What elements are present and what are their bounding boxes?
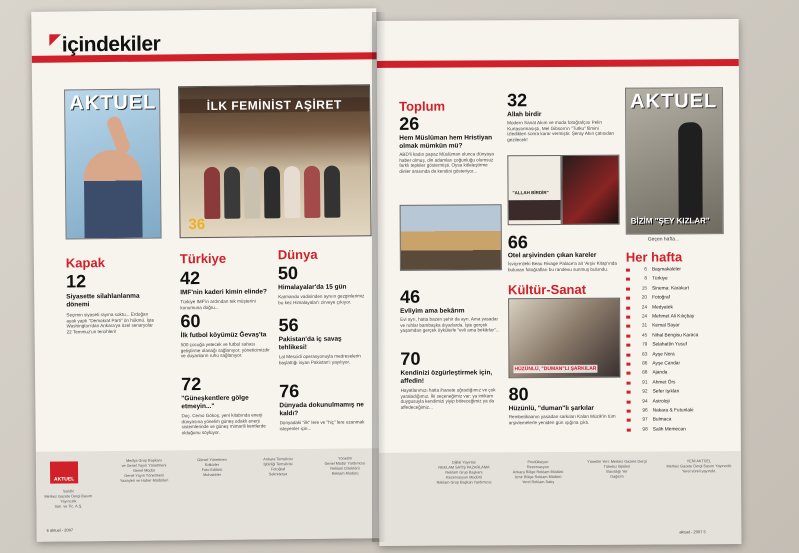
- weekly-list-item: [626, 277, 668, 282]
- footer-line: Yazıişleri ve Haber Müdürleri: [119, 478, 169, 483]
- artwork-thumbnail: [561, 155, 619, 225]
- list-label: Ahmet Örs: [652, 380, 676, 386]
- footer-line: Muhabirler: [203, 472, 222, 478]
- section-toplum: Toplum: [399, 98, 446, 114]
- imprint-footer: [379, 451, 741, 546]
- list-page-number: 24: [641, 305, 648, 311]
- list-bullet-icon: [627, 428, 631, 431]
- footer-line: Ankara Temsilcisi: [263, 457, 293, 462]
- article-page-number: 76: [279, 381, 300, 402]
- list-page-number: 94: [642, 399, 648, 405]
- weekly-list-item: [626, 361, 680, 366]
- article-description: ABD'li kadın papaz Müslüman olunca dünyaya haber olmuş, din adamları çoğunluğu olumsuz farklı tepkiler göstermişti. Oysa kitleleştirme dinler arasında da kendini gösteriyor...: [399, 151, 494, 174]
- list-bullet-icon: [626, 372, 630, 375]
- footer-line: Yerel süreli yayındır.: [681, 469, 717, 474]
- list-bullet-icon: [626, 344, 630, 347]
- cover-thumbnail: [64, 88, 162, 239]
- article-title: İlk futbol köyümüz Ğevaş'ta: [180, 331, 267, 340]
- footer-line: Reklam Grup Başkan Yardımcısı: [436, 480, 492, 485]
- footer-line: Basıldığı Yer: [606, 469, 628, 474]
- weekly-list: [377, 19, 739, 21]
- list-label: Türkiye: [651, 276, 668, 282]
- article-description: Lal Mescidi operasyonuyla medreselerin başlattığı isyan Pakistan'ı yayılıyor.: [278, 353, 361, 365]
- footer-line: Prodüksiyon: [527, 460, 549, 465]
- footer-line: Fotoğraf: [270, 467, 286, 472]
- article-page-number: 26: [399, 113, 420, 134]
- thumbnail-caption: "ALLAH BİRDİR": [512, 190, 549, 196]
- footer-line: Dijital Yayınlar: [451, 460, 476, 465]
- footer-line: Medya Grup Başkanı: [126, 458, 162, 463]
- photo-banner: İLK FEMİNİST AŞİRET: [179, 97, 369, 113]
- list-label: Sefer Işıkları: [652, 389, 680, 395]
- section-turkiye: Türkiye: [179, 250, 227, 267]
- list-page-number: 98: [642, 427, 648, 433]
- footer-column: [248, 457, 308, 478]
- section-her-hafta: Her hafta: [625, 249, 683, 265]
- photo-figure: [224, 167, 241, 219]
- footer-line: Rezervasyon Müdürü: [445, 475, 483, 480]
- title-mark-icon: ◤: [49, 30, 60, 47]
- footer-line: Merkez Gazete Dergi Basım Yayıncılık: [666, 464, 732, 469]
- footer-column: [663, 459, 735, 474]
- list-page-number: 31: [641, 323, 648, 329]
- article-page-number: 56: [278, 315, 299, 336]
- photo-figure: [244, 166, 261, 218]
- article-title: Hüzünlü, "duman"lı şarkılar: [508, 404, 594, 413]
- thumbnail-caption: HÜZÜNLÜ, "DUMAN"LI ŞARKILAR: [514, 365, 597, 373]
- list-page-number: 24: [641, 314, 648, 320]
- footer-line: Genel Müdür Yardımcısı: [324, 461, 366, 466]
- list-bullet-icon: [626, 334, 630, 337]
- footer-line: Foto Editörü: [201, 467, 223, 473]
- footer-column: [182, 458, 242, 479]
- photo-figure: [324, 166, 341, 218]
- footer-line: Genel Yayın Yönetmeni: [124, 473, 164, 478]
- article-description: Dünyadaki "ilk" lere ve "hiç" lere uzanmak isteyenler için...: [279, 419, 365, 431]
- list-page-number: 97: [642, 417, 648, 423]
- article-description: İsviçre'deki Beau Rivage Palace'a ait 'Arşiv Kitap'ında bulunan fotoğrafları bu randevu sunmuş bulundu.: [507, 260, 617, 272]
- weekly-list-item: [626, 352, 674, 357]
- right-page: [377, 19, 742, 546]
- list-page-number: 83: [642, 352, 648, 358]
- weekly-list-item: [627, 390, 680, 395]
- footer-line: Sahibi: [62, 489, 74, 494]
- article-title: Hem Müslüman hem Hristiyan olmak mümkün mü?: [399, 134, 493, 150]
- list-page-number: 20: [641, 295, 648, 301]
- weekly-list-item: [627, 427, 686, 432]
- section-dunya: Dünya: [277, 246, 318, 263]
- article-description: Katmandu vadisinden aynıın gezginlerimiz bu kez Himalayalar'ı zirveye çıkıyor.: [278, 293, 365, 305]
- footer-line: Yönetim Yeri: Merkez Gazete Dergi: [587, 459, 647, 464]
- photo-figure: [204, 167, 221, 219]
- list-bullet-icon: [626, 297, 630, 300]
- list-label: Fotoğraf: [652, 295, 670, 301]
- article-page-number: 12: [65, 271, 87, 292]
- article-description: Evi ayrı, hatta bazen şehir da ayrı. Ama yasadar ve ruhlar bambaşka dıyarlarda. İşte gerçek yaşamdan gerçek öykülerle "evli ama bekârlar"...: [400, 316, 500, 334]
- list-label: Selahattin Yusuf: [652, 342, 687, 348]
- article-title: Kendinizi özgürleştirmek için, affedin!: [400, 369, 493, 385]
- footer-line: REKLAM SATIŞ PAZARLAMA: [438, 465, 490, 470]
- article-page-number: 32: [506, 90, 528, 111]
- footer-column: [577, 459, 657, 479]
- footer-line: San. ve Tic. A.Ş.: [54, 504, 83, 509]
- list-bullet-icon: [626, 353, 630, 356]
- magazine-spine: [372, 12, 386, 542]
- list-label: Ayşe Nora: [652, 351, 675, 358]
- article-title: Pakistan'da iç savaş tehlikesi!: [278, 335, 342, 352]
- article-title: Evliyim ama bekârım: [400, 307, 465, 315]
- article-description: Hayatlarımızı hatta ihanete uğradığımız ve çok yaraladığımız. İki seçeneğimiz var: ya intikam duygusuyla kendimizi yiyip bitireceğimiz ya da affedeceğimiz...: [400, 387, 496, 410]
- weekly-list-item: [626, 296, 670, 301]
- photo-figure: [304, 166, 321, 218]
- footer-line: Merkez Gazete Dergi Basım Yayıncılık: [44, 494, 93, 504]
- article-description: Doç. Cemo Gökoş, yeni kitabında enerji dünyasına yönelim güneş odaklı enerji sistemlerinde ve güneş mimarili kentlerde olduğunu söylüyor.: [181, 412, 266, 436]
- list-bullet-icon: [626, 269, 630, 272]
- list-label: Salih Memecan: [652, 427, 686, 433]
- article-description: Türkiye IMF'in ardından tek müşterini konumuna doğru...: [180, 298, 256, 310]
- weekly-list-item: [627, 418, 672, 423]
- footer-column: [429, 460, 499, 485]
- list-label: Başmakaleler: [651, 267, 682, 273]
- list-label: Bulmaca: [652, 417, 672, 423]
- list-page-number: 45: [641, 333, 648, 339]
- article-title: Himalayalar'da 15 gün: [278, 283, 347, 292]
- article-title: Siyasette silahlanlanma dönemi: [66, 292, 140, 309]
- photo-figure: [264, 166, 281, 218]
- weekly-list-item: [627, 399, 670, 404]
- article-description: Modern Sanat Akım ve moda fotoğrafçısı Pelin Kurtastırmasıştı, Mel Gibson'ın "Tutku" filmini izledikten sonra karar vermiştir. Şeray Akın çatısıdan gezilecek!: [507, 119, 614, 143]
- cover-logo: AKTUEL: [629, 90, 718, 113]
- list-bullet-icon: [626, 363, 630, 366]
- list-bullet-icon: [627, 381, 631, 384]
- music-thumbnail: [508, 298, 620, 379]
- list-bullet-icon: [626, 316, 630, 319]
- footer-line: Reklam Grup Başkanı: [445, 470, 483, 475]
- footer-line: Reklam Müdürü: [331, 471, 359, 476]
- article-title: "Güneşkentlere gölge etmeyin...": [181, 394, 249, 411]
- imprint-footer: [36, 448, 382, 542]
- footer-line: Görsel Yönetmen: [197, 457, 227, 463]
- article-title: IMF'nin kaderi kimin elinde?: [180, 288, 268, 297]
- weekly-list-item: [626, 333, 698, 338]
- list-label: Kemal Sayar: [652, 323, 680, 329]
- section-kultur-sanat: Kültür-Sanat: [507, 281, 587, 298]
- list-label: Mehmet Ali Kılıçbay: [652, 314, 695, 320]
- footer-line: Sekreterya: [268, 472, 288, 477]
- article-page-number: 80: [508, 384, 529, 405]
- list-label: Ajanda: [652, 370, 668, 376]
- list-bullet-icon: [627, 419, 631, 422]
- weekly-list-item: [626, 267, 681, 272]
- weekly-list-item: [626, 286, 689, 291]
- footer-line: Yerel Reklam Satış: [521, 480, 555, 485]
- cover-caption: Geçen hafta...: [647, 236, 680, 243]
- footer-column: [42, 489, 94, 510]
- article-page-number: 70: [400, 348, 421, 369]
- article-page-number: 42: [179, 268, 201, 289]
- list-page-number: 8: [644, 276, 647, 282]
- cover-headline: BİZİM "ŞEY KIZLAR": [630, 216, 710, 226]
- list-bullet-icon: [627, 410, 631, 413]
- footer-line: Yönetim: [337, 456, 352, 461]
- article-title: Allah birdir: [507, 111, 542, 119]
- list-page-number: 79: [641, 342, 648, 348]
- footer-logo-text: AKTUEL: [53, 476, 75, 483]
- footer-line: Rezervasyon: [526, 465, 550, 470]
- cover-person: [84, 150, 143, 239]
- list-page-number: 86: [642, 361, 648, 367]
- list-bullet-icon: [627, 391, 631, 394]
- list-page-number: 15: [641, 286, 648, 292]
- article-description: Seçimin siyaseti rayına soktu... Erdoğan ayak yaptı "Demokrat Parti" ön hükmü. İşte Washington'dan Ankara'ya özel senaryolar 22 Temmuz'un tercihleri!: [66, 311, 155, 335]
- weekly-list-item: [626, 305, 673, 310]
- list-bullet-icon: [626, 278, 630, 281]
- footer-line: İşbirliği Temsilcisi: [263, 462, 293, 467]
- list-bullet-icon: [626, 287, 630, 290]
- page-title-text: içindekiler: [61, 32, 161, 57]
- footer-line: Genel Müdür: [133, 468, 156, 473]
- last-week-cover: [625, 87, 724, 235]
- article-description: 500 çocuğa yetecek ve futbol sahası geliştirme olanağı sağlanıyor; yöneticimizdir ve duyanların ruhu sağlanıyor.: [180, 341, 270, 359]
- page-number-footer: aktuel - 2007 5: [679, 529, 706, 535]
- footer-line: ve Genel Yayın Yönetmeni: [121, 463, 167, 468]
- list-page-number: 96: [642, 408, 648, 414]
- list-label: Sinema: Karakurt: [652, 286, 690, 292]
- footer-logo: [50, 461, 78, 483]
- weekly-list-item: [626, 371, 667, 376]
- footer-line: YENİ AKTÜEL: [686, 459, 712, 464]
- list-bullet-icon: [627, 400, 631, 403]
- footer-column: [114, 458, 174, 484]
- thumbnail-image: [509, 200, 561, 220]
- list-page-number: 91: [642, 380, 648, 386]
- footer-line: Reklam Direktörü: [330, 466, 360, 471]
- list-page-number: 88: [642, 370, 648, 376]
- footer-line: Dağıtım: [610, 474, 624, 479]
- footer-column: [314, 456, 376, 477]
- weekly-list-item: [626, 314, 694, 319]
- footer-line: Tüketici İlişkileri: [603, 464, 631, 469]
- weekly-list-item: [626, 343, 687, 348]
- list-label: Ayşe Candar: [652, 361, 681, 367]
- list-label: Astroloji: [652, 399, 670, 405]
- article-page-number: 50: [277, 263, 299, 284]
- list-label: Nihal Bengisu Karaca: [652, 333, 699, 339]
- list-label: Medyatek: [652, 304, 673, 311]
- mosque-thumbnail: [400, 204, 502, 271]
- weekly-list-item: [627, 408, 694, 413]
- photo-page-number: 36: [188, 216, 206, 234]
- list-page-number: 6: [644, 267, 647, 273]
- weekly-list-item: [626, 324, 679, 329]
- article-page-number: 46: [400, 286, 421, 307]
- article-title: Otel arşivinden çıkan kareler: [507, 251, 597, 260]
- list-page-number: 92: [642, 389, 648, 395]
- article-page-number: 60: [180, 311, 201, 332]
- article-page-number: 66: [507, 232, 528, 253]
- article-description: Rembetikaanın yasadan sarkıları Kalan Müzik'in tüm arşivlemelerle yeniden gün ışığına çıktı.: [508, 413, 616, 425]
- article-title: Dünyada dokunulmamış ne kaldı?: [279, 401, 364, 418]
- section-kapak: Kapak: [65, 255, 105, 271]
- list-bullet-icon: [626, 325, 630, 328]
- weekly-list-item: [627, 380, 676, 385]
- allah-birdir-thumbnail: [507, 155, 561, 225]
- footer-line: İzmir Bölge Reklam Müdürü: [514, 474, 562, 480]
- list-bullet-icon: [626, 306, 630, 309]
- cover-person: [678, 122, 703, 220]
- footer-line: Ankara Bölge Reklam Müdürü: [512, 469, 564, 475]
- cover-logo: AKTUEL: [69, 91, 157, 115]
- list-label: Nakara & Futunlaki: [652, 408, 694, 414]
- header-red-bar: [377, 59, 739, 68]
- page-number-footer: 6 aktuel - 2007: [46, 527, 74, 533]
- photo-figure: [284, 166, 301, 218]
- footer-column: [503, 460, 573, 485]
- left-page: [31, 8, 382, 542]
- page-title: [49, 32, 160, 57]
- article-page-number: 72: [181, 374, 202, 395]
- feature-photo: [178, 84, 372, 238]
- footer-line: Editörler: [204, 462, 220, 468]
